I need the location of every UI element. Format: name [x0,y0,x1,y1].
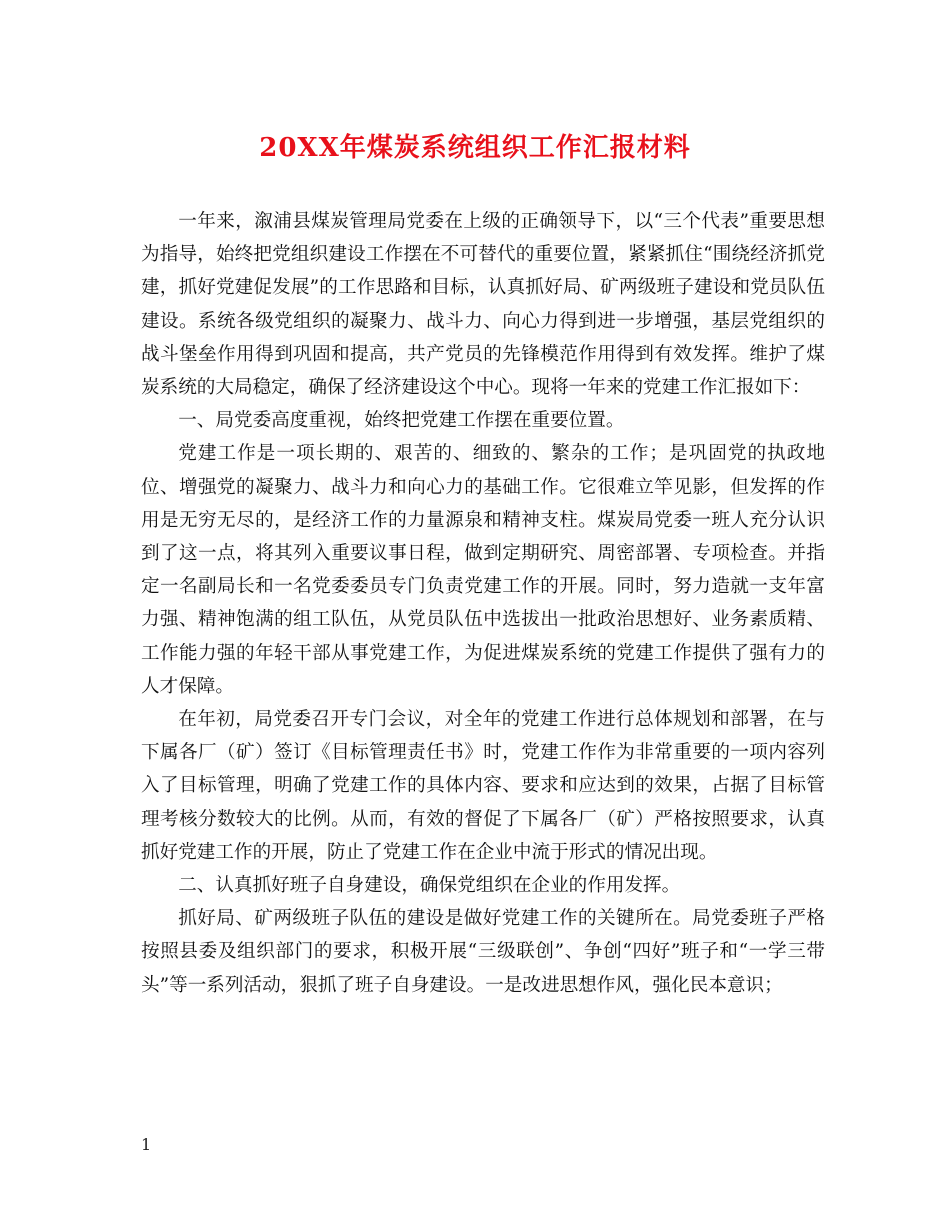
paragraph-2: 在年初，局党委召开专门会议，对全年的党建工作进行总体规划和部署，在与下属各厂（矿）签订《目标管理责任书》时，党建工作作为非常重要的一项内容列入了目标管理，明确了党建工作的具体内容、要求和应达到的效果，占据了目标管理考核分数较大的比例。从而，有效的督促了下属各厂（矿）严格按照要求，认真抓好党建工作的开展，防止了党建工作在企业中流于形式的情况出现。 [141,709,825,863]
page-number: 1 [141,1135,152,1154]
paragraph-1: 党建工作是一项长期的、艰苦的、细致的、繁杂的工作；是巩固党的执政地位、增强党的凝聚力、战斗力和向心力的基础工作。它很难立竿见影，但发挥的作用是无穷无尽的，是经济工作的力量源泉和精神支柱。煤炭局党委一班人充分认识到了这一点，将其列入重要议事日程，做到定期研究、周密部署、专项检查。并指定一名副局长和一名党委委员专门负责党建工作的开展。同时，努力造就一支年富力强、精神饱满的组工队伍，从党员队伍中选拔出一批政治思想好、业务素质精、工作能力强的年轻干部从事党建工作，为促进煤炭系统的党建工作提供了强有力的人才保障。 [141,443,825,697]
section-heading-2: 二、认真抓好班子自身建设，确保党组织在企业的作用发挥。 [178,875,681,897]
section-heading-1: 一、局党委高度重视，始终把党建工作摆在重要位置。 [178,410,625,432]
paragraph-3: 抓好局、矿两级班子队伍的建设是做好党建工作的关键所在。局党委班子严格按照县委及组织部门的要求，积极开展“三级联创”、争创“四好”班子和“一学三带头”等一系列活动，狠抓了班子自身建设。一是改进思想作风，强化民本意识； [141,908,825,996]
document-body [141,205,825,1002]
document-title: 20XX年煤炭系统组织工作汇报材料 [259,133,691,163]
paragraph-intro: 一年来，溆浦县煤炭管理局党委在上级的正确领导下，以“三个代表”重要思想为指导，始终把党组织建设工作摆在不可替代的重要位置，紧紧抓住“围绕经济抓党建，抓好党建促发展”的工作思路和目标，认真抓好局、矿两级班子建设和党员队伍建设。系统各级党组织的凝聚力、战斗力、向心力得到进一步增强，基层党组织的战斗堡垒作用得到巩固和提高，共产党员的先锋模范作用得到有效发挥。维护了煤炭系统的大局稳定，确保了经济建设这个中心。现将一年来的党建工作汇报如下： [141,211,825,399]
